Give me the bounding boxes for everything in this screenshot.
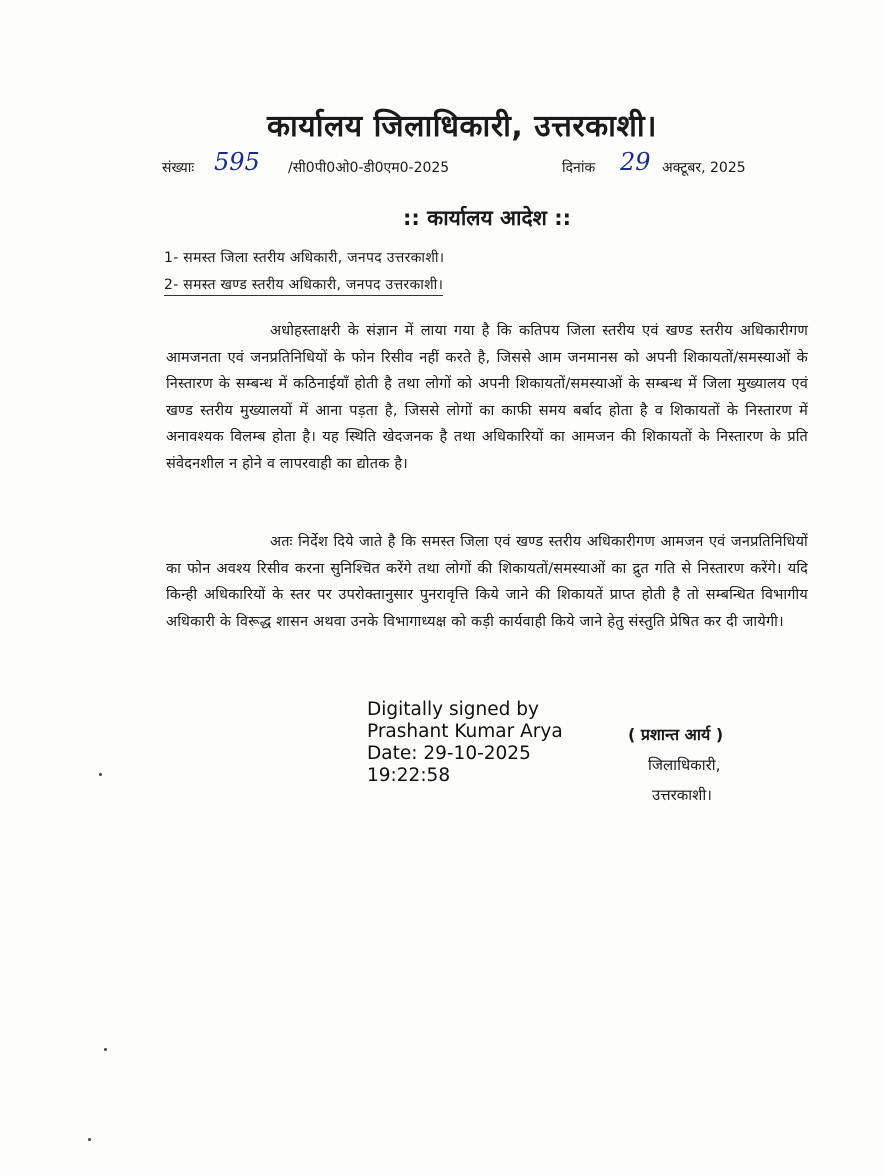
digsig-line-2: Prashant Kumar Arya	[367, 721, 563, 742]
scan-speck	[104, 1048, 107, 1051]
signatory-place: उत्तरकाशी।	[652, 786, 712, 804]
signatory-name: ( प्रशान्त आर्य )	[628, 725, 724, 744]
body-paragraph-2: अतः निर्देश दिये जाते है कि समस्त जिला एवं खण्ड स्तरीय अधिकारीगण आमजन एवं जनप्रतिनिधियों का फोन अवश्य रिसीव करना सुनिश्चित करेंगे तथा लोगों की शिकायतों/समस्याओं का द्रुत गति से निस्तारण करेंगे। यदि किन्ही अधिकारियों के स्तर पर उपरोक्तानुसार पुनरावृत्ति किये जाने की शिकायतें प्राप्त होती है तो सम्बन्धित विभागीय अधिकारी के विरूद्ध शासन अथवा उनके विभागाध्यक्ष को कड़ी कार्यवाही किये जाने हेतु संस्तुति प्रेषित कर दी जायेगी।	[166, 534, 808, 630]
date-month-year: अक्टूबर, 2025	[662, 160, 746, 176]
date-day-handwritten: 29	[620, 148, 651, 176]
addressee-2: 2- समस्त खण्ड स्तरीय अधिकारी, जनपद उत्तरकाशी।	[164, 275, 443, 296]
digital-signature-block	[367, 699, 563, 787]
date-label: दिनांक	[562, 160, 596, 176]
scan-speck	[88, 1138, 91, 1141]
order-heading: :: कार्यालय आदेश ::	[402, 206, 572, 230]
ref-label: संख्याः	[162, 160, 195, 176]
addressee-1: 1- समस्त जिला स्तरीय अधिकारी, जनपद उत्तरकाशी।	[164, 250, 445, 266]
reference-line	[162, 148, 802, 182]
scan-speck	[99, 773, 102, 776]
office-title: कार्यालय जिलाधिकारी, उत्तरकाशी।	[266, 109, 657, 144]
ref-suffix: /सी0पी0ओ0-डी0एम0-2025	[288, 160, 450, 176]
body-paragraph-1: अधोहस्ताक्षरी के संज्ञान में लाया गया है कि कतिपय जिला स्तरीय एवं खण्ड स्तरीय अधिकारीगण आमजनता एवं जनप्रतिनिधियों के फोन रिसीव नहीं करते है, जिससे आम जनमानस को अपनी शिकायतों/समस्याओं के निस्तारण के सम्बन्ध में कठिनाईयाँ होती है तथा लोगों को अपनी शिकायतों/समस्याओं के सम्बन्ध में जिला मुख्यालय एवं खण्ड स्तरीय मुख्यालयों में आना पड़ता है, जिससे लोगों का काफी समय बर्बाद होता है व शिकायतों के निस्तारण में अनावश्यक विलम्ब होता है। यह स्थिति खेदजनक है तथा अधिकारियों का आमजन की शिकायतों के निस्तारण के प्रति संवेदनशील न होने व लापरवाही का द्योतक है।	[166, 323, 808, 472]
signatory-block	[624, 720, 784, 810]
digsig-line-1: Digitally signed by	[367, 699, 539, 720]
signatory-designation: जिलाधिकारी,	[648, 756, 721, 774]
ref-number-handwritten: 595	[214, 148, 260, 176]
digsig-line-4: 19:22:58	[367, 765, 451, 786]
digsig-line-3: Date: 29-10-2025	[367, 743, 531, 764]
